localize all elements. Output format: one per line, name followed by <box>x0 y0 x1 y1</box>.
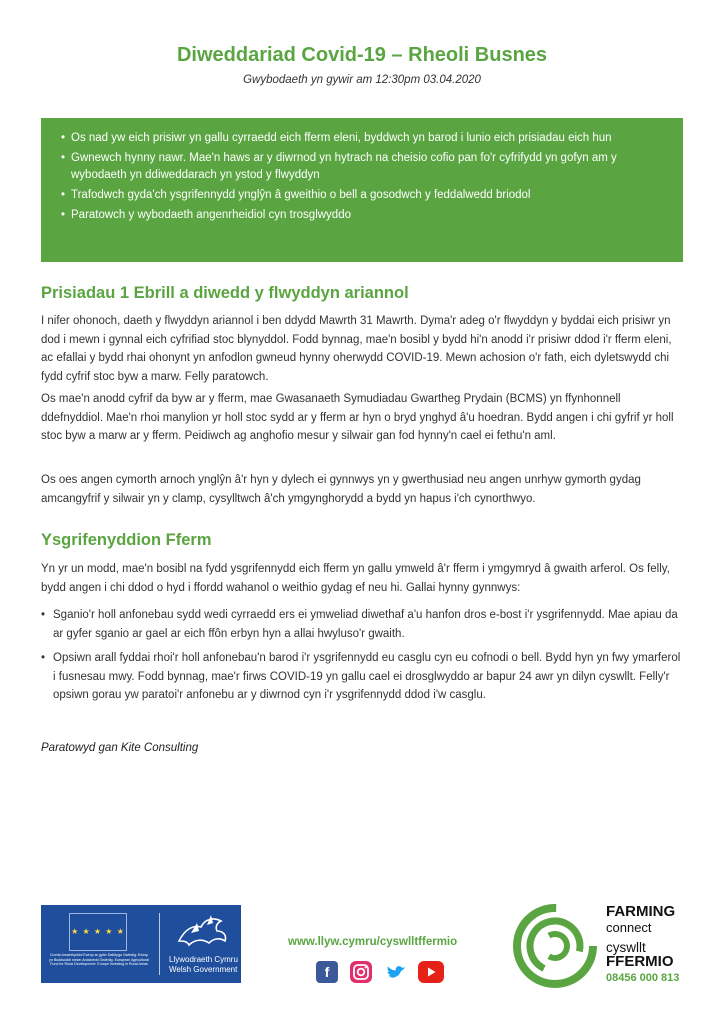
section-heading-valuations: Prisiadau 1 Ebrill a diwedd y flwyddyn ariannol <box>41 284 409 302</box>
welsh-gov-cy: Llywodraeth Cymru <box>169 955 238 964</box>
summary-item: • Gwnewch hynny nawr. Mae'n haws ar y diwrnod yn hytrach na cheisio cofio pan fo'r cyfrifydd yn gofyn am y wybodaeth yn ddiweddarach yn ystod y flwyddyn <box>61 150 665 184</box>
summary-box <box>41 118 683 262</box>
divider <box>159 913 160 975</box>
list-item: • Sganio'r holl anfonebau sydd wedi cyrraedd ers ei ymweliad diwethaf a'u hanfon dros e-bost i'r ysgrifennydd. Mae apiau da ar gyfer sganio ar gael ar eich ffôn erbyn hyn a allai hwyluso'r gwaith. <box>41 606 685 643</box>
paragraph: Yn yr un modd, mae'n bosibl na fydd ysgrifennydd eich fferm yn gallu ymweld â'r fferm i ymgymryd â gwaith arferol. Os felly, bydd angen i chi ddod o hyd i ffordd wahanol o weithio gydag ef neu hi. Gallai hynny gynnwys: <box>41 563 670 594</box>
brand-ffermio: FFERMIO <box>606 953 674 970</box>
brand-cyswllt: cyswllt <box>606 940 646 955</box>
instagram-icon[interactable] <box>350 961 372 983</box>
summary-list <box>61 130 665 224</box>
twitter-icon[interactable] <box>385 961 407 983</box>
welsh-gov-en: Welsh Government <box>169 965 238 974</box>
facebook-icon[interactable]: f <box>316 961 338 983</box>
paragraph: Os mae'n anodd cyfrif da byw ar y fferm, mae Gwasanaeth Symudiadau Gwartheg Prydain (BCMS) yn ffynhonnell ddefnyddiol. Mae'n rhoi manylion yr holl stoc sydd ar y fferm ar hyn o bryd ynghyd â'u hoedran. Bydd angen i chi gyfrif yr holl stoc byw a marw ar y fferm. Peidiwch ag anghofio mesur y silwair gan fod hynny'n cael ei fethu'n aml. <box>41 393 674 442</box>
welsh-dragon-icon <box>171 911 231 951</box>
eu-funding-text: Cronfa Amaethyddol Ewrop ar gyfer Datblygu Gwledig: Ewrop yn Buddsoddi mewn Ardaloedd Gwledig. European Agricultural Fund for Rural Development: Europe Investing in Rural Areas <box>49 953 149 967</box>
paragraph: Os oes angen cymorth arnoch ynglŷn â'r hyn y dylech ei gynnwys yn y gwerthusiad neu angen unrhyw gymorth gydag amcangyfrif y silwair yn y clamp, cysylltwch â'ch ymgynghorydd a bydd yn hapus i'ch cynorthwyo. <box>41 474 641 505</box>
brand-farming: FARMING <box>606 903 676 920</box>
summary-item: • Paratowch y wybodaeth angenrheidiol cyn trosglwyddo <box>61 207 665 224</box>
phone-number[interactable]: 08456 000 813 <box>606 972 680 984</box>
page-title: Diweddariad Covid-19 – Rheoli Busnes <box>176 44 548 66</box>
prepared-by: Paratowyd gan Kite Consulting <box>41 742 199 754</box>
list-item: • Opsiwn arall fyddai rhoi'r holl anfonebau'n barod i'r ysgrifennydd eu casglu cyn eu cofnodi o bell. Bydd hyn yn fwy ymarferol i fusnesau mwy. Fodd bynnag, mae'r firws COVID-19 yn gallu cael ei drosglwyddo ar bapur 24 awr yn dilyn cyswllt. Felly'r opsiwn gorau yw paratoi'r anfonebu ar y diwrnod cyn i'r ysgrifennydd ddod i'w casglu. <box>41 649 685 705</box>
funding-logos <box>41 905 241 983</box>
secretary-options-list <box>41 606 685 711</box>
page-subtitle: Gwybodaeth yn gywir am 12:30pm 03.04.2020 <box>243 74 481 86</box>
welsh-government-label <box>169 955 238 975</box>
youtube-icon[interactable] <box>418 961 444 983</box>
section-heading-secretaries: Ysgrifenyddion Fferm <box>41 531 212 549</box>
eu-flag-icon: ★ ★ ★ ★ ★ <box>69 913 127 951</box>
brand-connect: connect <box>606 920 652 935</box>
summary-item: • Os nad yw eich prisiwr yn gallu cyrraedd eich fferm eleni, byddwch yn barod i lunio eich prisiadau eich hun <box>61 130 665 147</box>
website-link[interactable]: www.llyw.cymru/cyswlltffermio <box>288 936 458 948</box>
farming-connect-logo-icon <box>512 903 598 989</box>
paragraph: I nifer ohonoch, daeth y flwyddyn ariannol i ben ddydd Mawrth 31 Mawrth. Dyma'r adeg o'r flwyddyn y byddai eich prisiwr yn dod i mewn i gynnal eich cyfrifiad stoc blynyddol. Fodd bynnag, mae'n bosibl y bydd hi'n anodd i'r prisiwr ddod i'r fferm eleni, ac efallai y bydd rhai ohonynt yn anfodlon gwneud hynny oherwydd COVID-19. Mewn achosion o'r fath, eich dyletswydd chi fydd cyfrif stoc byw a marw. Felly paratowch. <box>41 315 672 383</box>
summary-item: • Trafodwch gyda'ch ysgrifennydd ynglŷn â gweithio o bell a gosodwch y feddalwedd briodol <box>61 187 665 204</box>
